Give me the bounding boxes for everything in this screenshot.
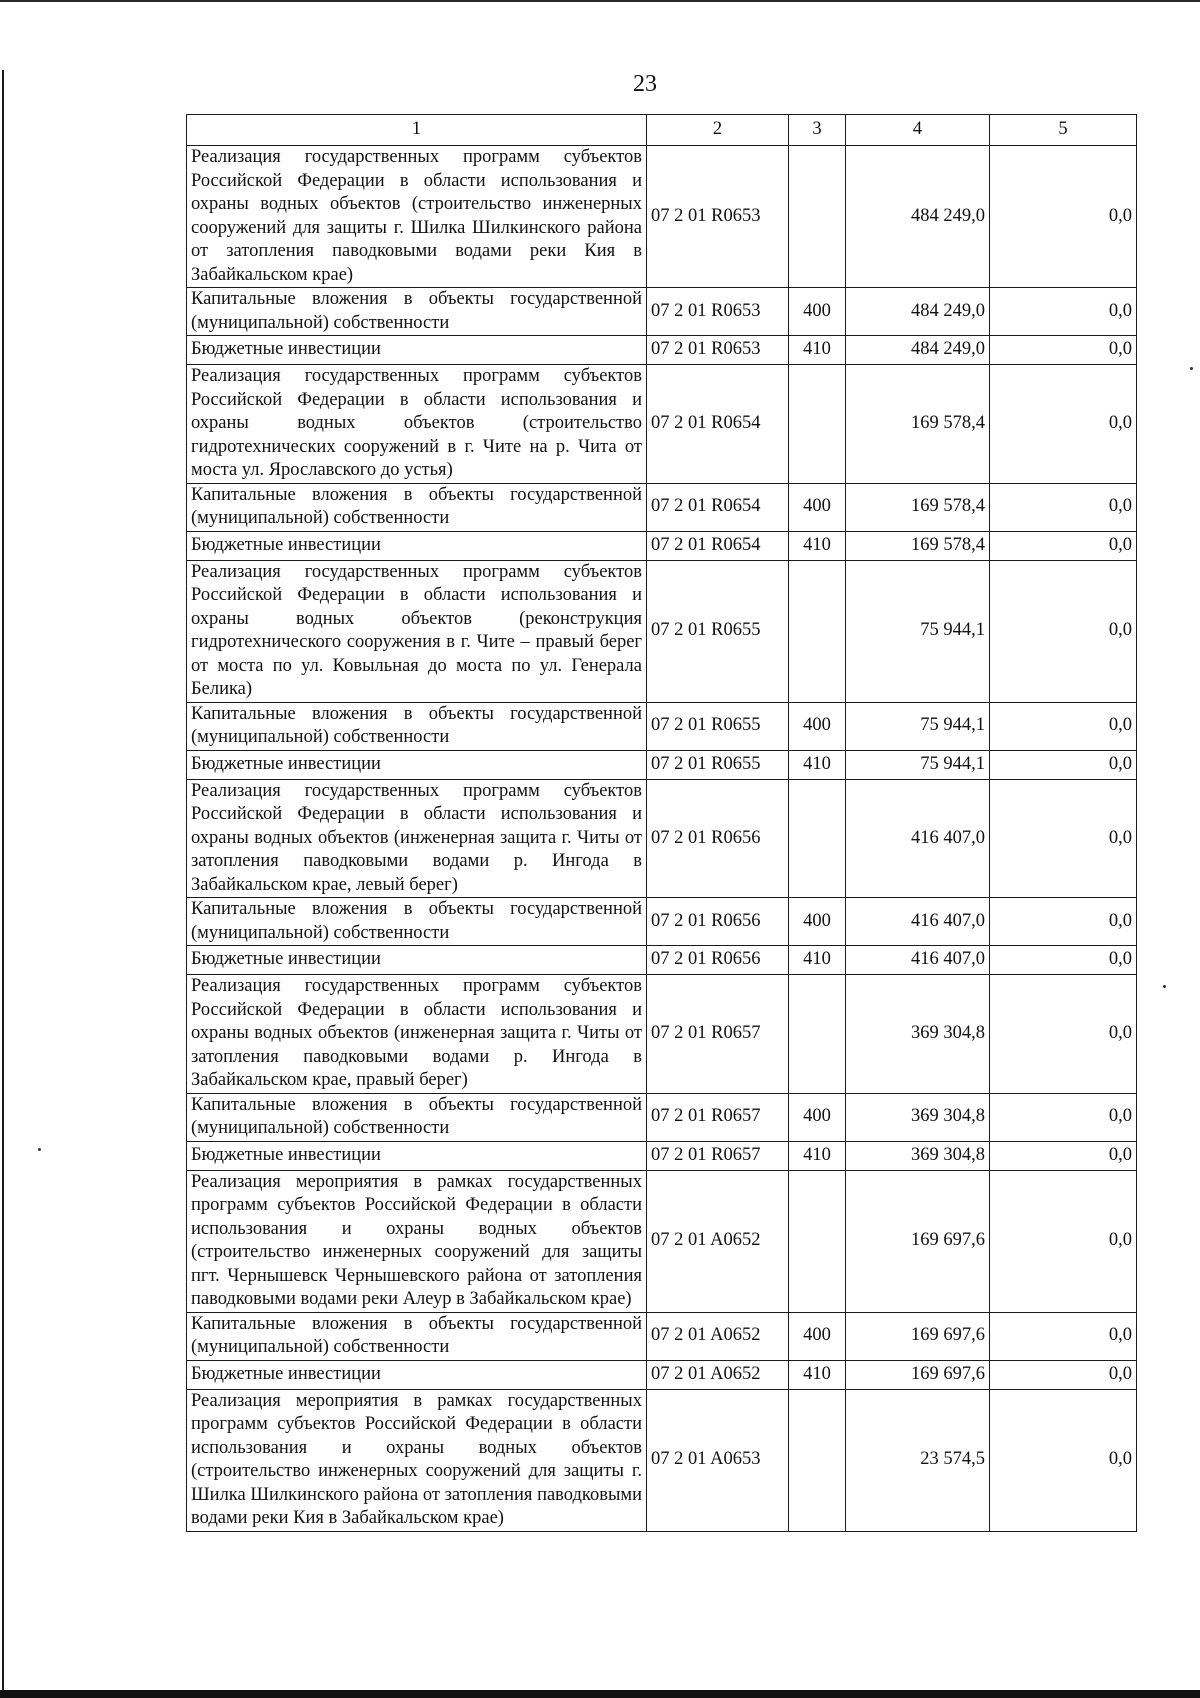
row-type — [789, 779, 846, 898]
row-name: Реализация мероприятия в рамках государственных программ субъектов Российской Федерации в области использования и охраны водных объектов (строительство инженерных сооружений для защиты пгт. Чернышевск Чернышевского района от затопления паводковыми водами реки Алеур в Забайкальском крае) — [187, 1170, 647, 1312]
row-type: 400 — [789, 702, 846, 750]
row-extra: 0,0 — [990, 560, 1137, 702]
row-extra: 0,0 — [990, 365, 1137, 484]
row-extra: 0,0 — [990, 1389, 1137, 1531]
table-row — [187, 1093, 1137, 1141]
row-extra: 0,0 — [990, 779, 1137, 898]
table-row — [187, 483, 1137, 531]
row-type: 400 — [789, 1312, 846, 1360]
budget-table — [186, 114, 1137, 1532]
table-row — [187, 1360, 1137, 1389]
row-type: 410 — [789, 1141, 846, 1170]
row-extra: 0,0 — [990, 146, 1137, 288]
row-type — [789, 975, 846, 1094]
row-type: 410 — [789, 1360, 846, 1389]
header-col-1: 1 — [187, 115, 647, 146]
row-type: 410 — [789, 750, 846, 779]
row-amount: 169 697,6 — [846, 1170, 990, 1312]
row-name: Реализация мероприятия в рамках государственных программ субъектов Российской Федерации в области использования и охраны водных объектов (строительство инженерных сооружений для защиты г. Шилка Шилкинского района от затопления паводковыми водами реки Кия в Забайкальском крае) — [187, 1389, 647, 1531]
header-col-2: 2 — [647, 115, 789, 146]
row-name: Бюджетные инвестиции — [187, 1360, 647, 1389]
row-code: 07 2 01 R0656 — [647, 898, 789, 946]
row-code: 07 2 01 R0657 — [647, 975, 789, 1094]
row-extra: 0,0 — [990, 750, 1137, 779]
row-amount: 75 944,1 — [846, 750, 990, 779]
row-name: Капитальные вложения в объекты государственной (муниципальной) собственности — [187, 898, 647, 946]
row-amount: 416 407,0 — [846, 946, 990, 975]
row-extra: 0,0 — [990, 1141, 1137, 1170]
header-col-3: 3 — [789, 115, 846, 146]
row-name: Реализация государственных программ субъектов Российской Федерации в области использования и охраны водных объектов (инженерная защита г. Читы от затопления паводковыми водами р. Ингода в Забайкальском крае, левый берег) — [187, 779, 647, 898]
row-code: 07 2 01 R0654 — [647, 483, 789, 531]
row-extra: 0,0 — [990, 898, 1137, 946]
row-name: Бюджетные инвестиции — [187, 336, 647, 365]
row-code: 07 2 01 R0653 — [647, 146, 789, 288]
row-name: Реализация государственных программ субъектов Российской Федерации в области использования и охраны водных объектов (строительство инженерных сооружений для защиты г. Шилка Шилкинского района от затопления паводковыми водами реки Кия в Забайкальском крае) — [187, 146, 647, 288]
table-row — [187, 1389, 1137, 1531]
row-code: 07 2 01 A0652 — [647, 1170, 789, 1312]
scan-speck — [1190, 367, 1193, 370]
row-extra: 0,0 — [990, 483, 1137, 531]
table-row — [187, 946, 1137, 975]
row-code: 07 2 01 R0657 — [647, 1141, 789, 1170]
row-extra: 0,0 — [990, 1093, 1137, 1141]
row-amount: 169 697,6 — [846, 1360, 990, 1389]
row-name: Реализация государственных программ субъектов Российской Федерации в области использования и охраны водных объектов (строительство гидротехнических сооружений в г. Чите на р. Чита от моста ул. Ярославского до устья) — [187, 365, 647, 484]
row-amount: 369 304,8 — [846, 975, 990, 1094]
row-name: Бюджетные инвестиции — [187, 750, 647, 779]
row-extra: 0,0 — [990, 1360, 1137, 1389]
row-code: 07 2 01 R0656 — [647, 779, 789, 898]
table-row — [187, 1141, 1137, 1170]
row-amount: 169 578,4 — [846, 531, 990, 560]
row-name: Бюджетные инвестиции — [187, 946, 647, 975]
scan-top-edge — [0, 0, 1200, 2]
table-row — [187, 531, 1137, 560]
header-col-4: 4 — [846, 115, 990, 146]
row-name: Реализация государственных программ субъектов Российской Федерации в области использования и охраны водных объектов (реконструкция гидротехнического сооружения в г. Чите – правый берег от моста по ул. Ковыльная до моста по ул. Генерала Белика) — [187, 560, 647, 702]
row-extra: 0,0 — [990, 531, 1137, 560]
row-code: 07 2 01 R0657 — [647, 1093, 789, 1141]
row-name: Реализация государственных программ субъектов Российской Федерации в области использования и охраны водных объектов (инженерная защита г. Читы от затопления паводковыми водами р. Ингода в Забайкальском крае, правый берег) — [187, 975, 647, 1094]
row-code: 07 2 01 R0654 — [647, 365, 789, 484]
row-extra: 0,0 — [990, 702, 1137, 750]
row-type: 410 — [789, 946, 846, 975]
row-amount: 416 407,0 — [846, 779, 990, 898]
row-type — [789, 365, 846, 484]
scan-speck — [1163, 985, 1166, 988]
row-extra: 0,0 — [990, 1170, 1137, 1312]
row-name: Бюджетные инвестиции — [187, 531, 647, 560]
header-col-5: 5 — [990, 115, 1137, 146]
row-extra: 0,0 — [990, 336, 1137, 365]
row-amount: 484 249,0 — [846, 288, 990, 336]
table-row — [187, 146, 1137, 288]
row-name: Капитальные вложения в объекты государственной (муниципальной) собственности — [187, 483, 647, 531]
table-header-row — [187, 115, 1137, 146]
table-row — [187, 702, 1137, 750]
row-type: 400 — [789, 898, 846, 946]
row-extra: 0,0 — [990, 288, 1137, 336]
row-code: 07 2 01 R0655 — [647, 702, 789, 750]
row-code: 07 2 01 A0652 — [647, 1312, 789, 1360]
row-name: Капитальные вложения в объекты государственной (муниципальной) собственности — [187, 702, 647, 750]
scan-left-edge — [2, 70, 4, 1690]
row-extra: 0,0 — [990, 946, 1137, 975]
row-type — [789, 560, 846, 702]
row-type: 400 — [789, 288, 846, 336]
row-type: 400 — [789, 1093, 846, 1141]
table-row — [187, 560, 1137, 702]
row-code: 07 2 01 R0655 — [647, 560, 789, 702]
scan-speck — [38, 1148, 41, 1151]
table-row — [187, 779, 1137, 898]
row-name: Капитальные вложения в объекты государственной (муниципальной) собственности — [187, 288, 647, 336]
row-name: Бюджетные инвестиции — [187, 1141, 647, 1170]
row-name: Капитальные вложения в объекты государственной (муниципальной) собственности — [187, 1093, 647, 1141]
table-row — [187, 1312, 1137, 1360]
row-amount: 369 304,8 — [846, 1141, 990, 1170]
table-row — [187, 288, 1137, 336]
table-row — [187, 336, 1137, 365]
page-number: 23 — [633, 71, 657, 97]
row-code: 07 2 01 R0655 — [647, 750, 789, 779]
row-amount: 169 697,6 — [846, 1312, 990, 1360]
row-amount: 484 249,0 — [846, 146, 990, 288]
row-type: 410 — [789, 336, 846, 365]
row-code: 07 2 01 R0653 — [647, 336, 789, 365]
row-extra: 0,0 — [990, 1312, 1137, 1360]
row-amount: 75 944,1 — [846, 702, 990, 750]
table-row — [187, 898, 1137, 946]
row-amount: 416 407,0 — [846, 898, 990, 946]
row-amount: 23 574,5 — [846, 1389, 990, 1531]
row-code: 07 2 01 R0656 — [647, 946, 789, 975]
row-code: 07 2 01 A0653 — [647, 1389, 789, 1531]
scan-bottom-edge — [0, 1690, 1200, 1698]
row-amount: 369 304,8 — [846, 1093, 990, 1141]
table-row — [187, 365, 1137, 484]
row-type: 400 — [789, 483, 846, 531]
row-code: 07 2 01 A0652 — [647, 1360, 789, 1389]
table-row — [187, 975, 1137, 1094]
row-type — [789, 1389, 846, 1531]
row-amount: 169 578,4 — [846, 483, 990, 531]
row-name: Капитальные вложения в объекты государственной (муниципальной) собственности — [187, 1312, 647, 1360]
row-type: 410 — [789, 531, 846, 560]
row-code: 07 2 01 R0654 — [647, 531, 789, 560]
row-amount: 169 578,4 — [846, 365, 990, 484]
row-amount: 75 944,1 — [846, 560, 990, 702]
row-type — [789, 146, 846, 288]
table-row — [187, 750, 1137, 779]
table-row — [187, 1170, 1137, 1312]
row-code: 07 2 01 R0653 — [647, 288, 789, 336]
row-amount: 484 249,0 — [846, 336, 990, 365]
row-extra: 0,0 — [990, 975, 1137, 1094]
row-type — [789, 1170, 846, 1312]
